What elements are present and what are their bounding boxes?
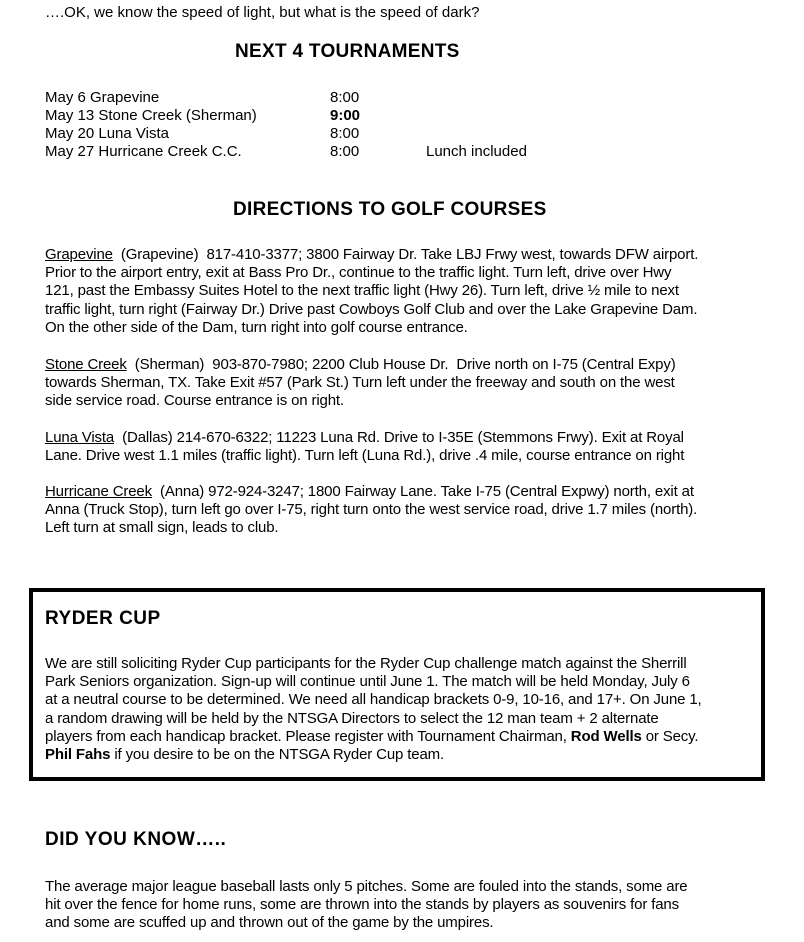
ryder-cup-line: at a neutral course to be determined. We need all handicap brackets 0-9, 10-16, and 17+. On June 1, [45, 691, 702, 709]
directions-luna-vista [45, 429, 765, 465]
did-you-know-heading: DID YOU KNOW….. [45, 829, 227, 850]
directions-line [45, 356, 765, 374]
directions-text: (Anna) 972-924-3247; 1800 Fairway Lane. Take I-75 (Central Expwy) north, exit at [151, 483, 694, 500]
course-name: Stone Creek [45, 356, 127, 373]
ryder-cup-line: Park Seniors organization. Sign-up will continue until June 1. The match will be held Monday, July 6 [45, 673, 690, 691]
directions-text: (Sherman) 903-870-7980; 2200 Club House Dr. Drive north on I-75 (Central Expy) [126, 356, 676, 373]
directions-stone-creek [45, 356, 765, 411]
directions-line: side service road. Course entrance is on right. [45, 392, 344, 410]
did-you-know-line: The average major league baseball lasts only 5 pitches. Some are fouled into the stands, some are [45, 878, 688, 895]
ryder-cup-text [45, 655, 702, 764]
directions-line: Prior to the airport entry, exit at Bass Pro Dr., continue to the traffic light. Turn left, drive over Hwy [45, 264, 672, 282]
contact-rod-wells: Rod Wells [570, 727, 642, 745]
next-tournaments-heading: NEXT 4 TOURNAMENTS [235, 41, 460, 62]
directions-line [45, 246, 765, 264]
ryder-cup-heading: RYDER CUP [45, 608, 161, 629]
ryder-cup-line: We are still soliciting Ryder Cup participants for the Ryder Cup challenge match against the Sherrill [45, 655, 687, 672]
contact-phil-fahs: Phil Fahs [45, 746, 111, 764]
tournament-time: 8:00 [330, 89, 360, 106]
tournament-note: Lunch included [426, 143, 527, 160]
ryder-cup-line [45, 728, 702, 746]
directions-line: traffic light, turn right (Fairway Dr.) Drive past Cowboys Golf Club and over the Lake Grapevine Dam. [45, 300, 698, 318]
ryder-cup-line: a random drawing will be held by the NTSGA Directors to select the 12 man team + 2 alternate [45, 709, 659, 727]
course-name: Hurricane Creek [45, 483, 152, 500]
intro-line: ….OK, we know the speed of light, but what is the speed of dark? [45, 4, 480, 21]
directions-heading: DIRECTIONS TO GOLF COURSES [233, 199, 547, 220]
tournament-course: May 20 Luna Vista [45, 125, 169, 142]
ryder-cup-box [29, 588, 765, 781]
tournament-course: May 27 Hurricane Creek C.C. [45, 143, 242, 160]
directions-text: (Dallas) 214-670-6322; 11223 Luna Rd. Drive to I-35E (Stemmons Frwy). Exit at Royal [114, 429, 684, 446]
directions-hurricane-creek [45, 483, 765, 538]
directions-grapevine [45, 246, 765, 337]
tournament-time: 8:00 [330, 143, 360, 160]
directions-line: Lane. Drive west 1.1 miles (traffic light). Turn left (Luna Rd.), drive .4 mile, course entrance on right [45, 447, 685, 465]
ryder-cup-text-part: players from each handicap bracket. Please register with Tournament Chairman, [45, 727, 571, 745]
directions-text: (Grapevine) 817-410-3377; 3800 Fairway Dr. Take LBJ Frwy west, towards DFW airport. [112, 246, 699, 263]
directions-line: Anna (Truck Stop), turn left go over I-75, right turn onto the west service road, drive 1.7 miles (north). [45, 501, 698, 519]
directions-line [45, 483, 765, 501]
ryder-cup-text-part: if you desire to be on the NTSGA Ryder Cup team. [110, 746, 444, 764]
directions-line: towards Sherman, TX. Take Exit #57 (Park St.) Turn left under the freeway and south on the west [45, 374, 675, 392]
ryder-cup-line [45, 746, 702, 764]
ryder-cup-text-part: or Secy. [641, 727, 699, 745]
directions-line [45, 429, 765, 447]
tournament-time: 9:00 [330, 107, 361, 124]
course-name: Luna Vista [45, 429, 115, 446]
did-you-know-text [45, 878, 765, 933]
directions-line: Left turn at small sign, leads to club. [45, 519, 279, 537]
tournament-course: May 13 Stone Creek (Sherman) [45, 107, 257, 124]
tournament-course: May 6 Grapevine [45, 89, 160, 106]
did-you-know-line: and some are scuffed up and thrown out of the game by the umpires. [45, 914, 494, 932]
tournament-time: 8:00 [330, 125, 360, 142]
directions-line: On the other side of the Dam, turn right into golf course entrance. [45, 318, 468, 336]
did-you-know-line: hit over the fence for home runs, some are thrown into the stands by players as souvenirs for fans [45, 896, 679, 914]
course-name: Grapevine [45, 246, 113, 263]
directions-line: 121, past the Embassy Suites Hotel to the next traffic light (Hwy 26). Turn left, drive ½ mile to next [45, 282, 679, 300]
